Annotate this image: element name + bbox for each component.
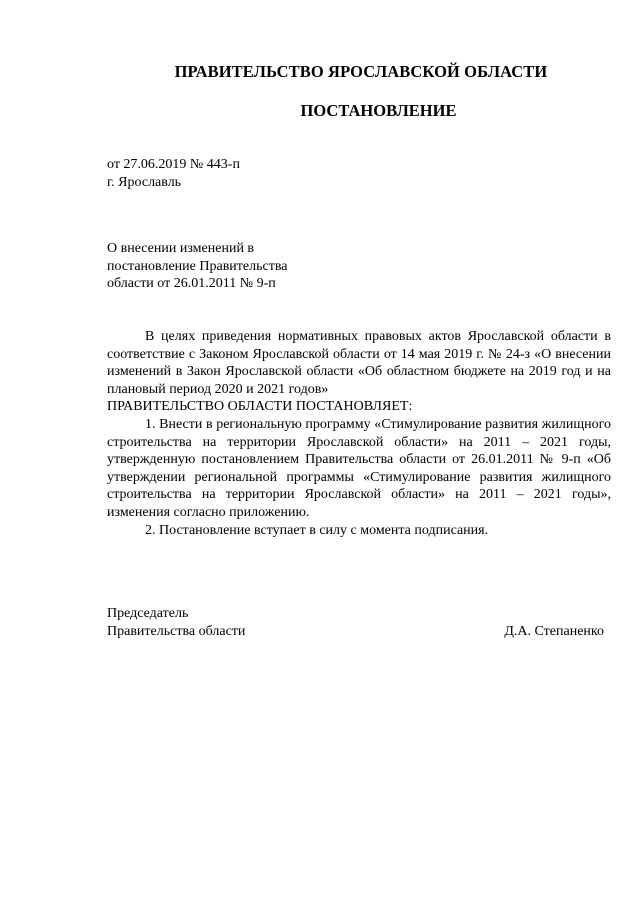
signer-title-line1: Председатель <box>107 606 189 621</box>
government-title: ПРАВИТЕЛЬСТВО ЯРОСЛАВСКОЙ ОБЛАСТИ <box>174 62 548 81</box>
resolves-line: ПРАВИТЕЛЬСТВО ОБЛАСТИ ПОСТАНОВЛЯЕТ: <box>107 399 413 415</box>
signer-title-line2: Правительства области <box>107 624 246 639</box>
signature-block <box>107 605 604 641</box>
city: г. Ярославль <box>107 174 182 190</box>
item-1-paragraph: 1. Внести в региональную программу «Стимулирование развития жилищного строительства на территории Ярославской области» на 2011 – 2021 годы, утвержденную постановлением Правительства области от 26.01.2011 № 9-п «Об утверждении региональной программы «Стимулирование развития жилищного строительства на территории Ярославской области» на 2011 – 2021 годы», изменения согласно приложению. <box>107 416 611 520</box>
date-number: от 27.06.2019 № 443-п <box>107 157 240 172</box>
document-meta <box>107 156 240 191</box>
document-subject <box>107 240 287 293</box>
document-type: ПОСТАНОВЛЕНИЕ <box>300 101 457 120</box>
signature-row <box>107 623 604 641</box>
subject-line: постановление Правительства <box>107 258 288 274</box>
item-2-paragraph: 2. Постановление вступает в силу с момента подписания. <box>145 522 489 538</box>
preamble-paragraph: В целях приведения нормативных правовых актов Ярославской области в соответствие с Законом Ярославской области от 14 мая 2019 г. № 24-з «О внесении изменений в Закон Ярославской области «Об областном бюджете на 2019 год и на плановый период 2020 и 2021 годов» <box>107 329 611 397</box>
subject-line: О внесении изменений в <box>107 241 255 256</box>
subject-line: области от 26.01.2011 № 9-п <box>107 276 276 291</box>
signer-name: Д.А. Степаненко <box>504 624 604 639</box>
document-body <box>107 328 611 539</box>
